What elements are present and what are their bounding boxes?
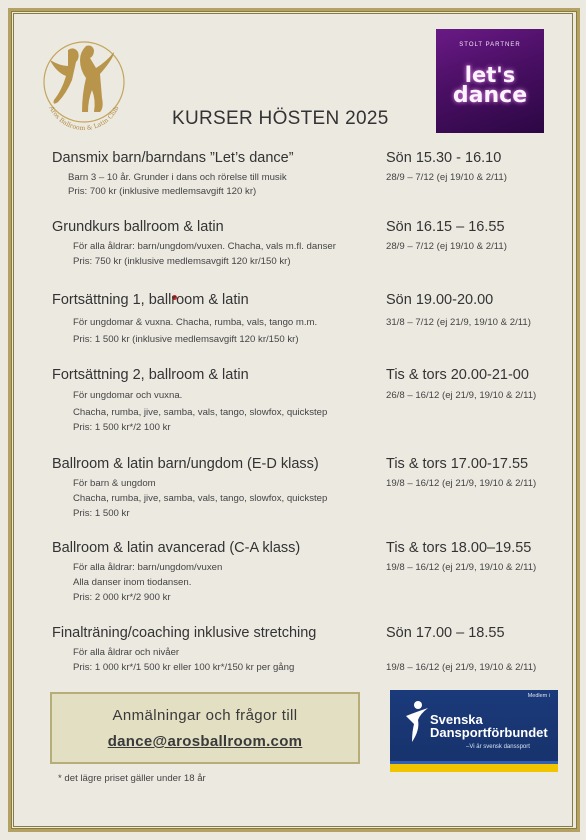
dancing-couple-icon (50, 46, 114, 113)
course-price: Pris: 1 500 kr (73, 508, 130, 519)
course-detail: För barn & ungdom (73, 478, 156, 489)
club-ring-text: Aros Ballroom & Latin Club (47, 105, 121, 130)
course-name: Grundkurs ballroom & latin (52, 219, 224, 235)
course-dances: Chacha, rumba, jive, samba, vals, tango, slowfox, quickstep (73, 493, 328, 504)
partner-word-2: dance (452, 83, 528, 108)
dancer-figure-icon (402, 698, 432, 746)
course-detail: För ungdomar & vuxna. Chacha, rumba, vals, tango m.m. (73, 317, 318, 328)
course-name: Ballroom & latin avancerad (C-A klass) (52, 540, 301, 556)
sdf-name-line2: Dansportförbundet (430, 725, 548, 740)
course-name: Fortsättning 1, ballroom & latin (52, 292, 249, 308)
course-detail: För alla åldrar: barn/ungdom/vuxen (73, 562, 223, 573)
course-price: Pris: 700 kr (inklusive medlemsavgift 120 kr) (68, 186, 257, 197)
course-price: Pris: 750 kr (inklusive medlemsavgift 120 kr/150 kr) (73, 256, 291, 267)
registration-email-link[interactable]: dance@arosballroom.com (107, 733, 303, 750)
course-time: Tis & tors 20.00-21-00 (386, 367, 529, 383)
course-price: Pris: 1 500 kr (inklusive medlemsavgift 120 kr/150 kr) (73, 334, 299, 345)
registration-box (50, 692, 360, 764)
registration-text: Anmälningar och frågor till (112, 707, 298, 724)
course-name: Finalträning/coaching inklusive stretching (52, 625, 317, 641)
course-detail: Barn 3 – 10 år. Grunder i dans och rörelse till musik (68, 172, 287, 183)
course-name: Ballroom & latin barn/ungdom (E-D klass) (52, 456, 319, 472)
course-time: Tis & tors 17.00-17.55 (386, 456, 529, 472)
course-time: Sön 15.30 - 16.10 (386, 150, 502, 166)
course-dates: 19/8 – 16/12 (ej 21/9, 19/10 & 2/11) (386, 562, 537, 573)
course-dates: 19/8 – 16/12 (ej 21/9, 19/10 & 2/11) (386, 478, 537, 489)
page-title: KURSER HÖSTEN 2025 (172, 108, 389, 129)
course-time: Sön 16.15 – 16.55 (386, 219, 505, 235)
course-price: Pris: 1 000 kr*/1 500 kr eller 100 kr*/150 kr per gång (73, 662, 295, 673)
course-detail: För alla åldrar: barn/ungdom/vuxen. Chacha, vals m.fl. danser (73, 241, 336, 252)
course-detail: För alla åldrar och nivåer (73, 647, 180, 658)
course-dances: Chacha, rumba, jive, samba, vals, tango, slowfox, quickstep (73, 407, 328, 418)
course-time: Tis & tors 18.00–19.55 (386, 540, 532, 556)
course-dates: 26/8 – 16/12 (ej 21/9, 19/10 & 2/11) (386, 390, 537, 401)
course-name: Fortsättning 2, ballroom & latin (52, 367, 249, 383)
course-price: Pris: 2 000 kr*/2 900 kr (73, 592, 171, 603)
lets-dance-partner-logo (436, 29, 544, 133)
course-dates: 28/9 – 7/12 (ej 19/10 & 2/11) (386, 241, 507, 252)
club-logo (30, 30, 135, 130)
course-time: Sön 19.00-20.00 (386, 292, 494, 308)
partner-word-1: let's (464, 63, 516, 87)
course-dates: 28/9 – 7/12 (ej 19/10 & 2/11) (386, 172, 507, 183)
svenska-dansportforbundet-logo (390, 690, 558, 772)
course-dates: 19/8 – 16/12 (ej 21/9, 19/10 & 2/11) (386, 662, 537, 673)
course-time: Sön 17.00 – 18.55 (386, 625, 505, 641)
course-dances: Alla danser inom tiodansen. (73, 577, 192, 588)
sdf-name-line1: Svenska (430, 712, 483, 727)
price-footnote: * det lägre priset gäller under 18 år (58, 773, 206, 784)
sdf-tagline: –Vi är svensk danssport (466, 744, 530, 750)
member-label: Medlem i (527, 693, 550, 699)
partner-label: STOLT PARTNER (459, 42, 521, 48)
course-name: Dansmix barn/barndans ”Let’s dance” (52, 150, 294, 166)
course-price: Pris: 1 500 kr*/2 100 kr (73, 422, 171, 433)
course-detail: För ungdomar och vuxna. (73, 390, 183, 401)
course-dates: 31/8 – 7/12 (ej 21/9, 19/10 & 2/11) (386, 317, 531, 328)
yellow-stripe (390, 764, 558, 772)
